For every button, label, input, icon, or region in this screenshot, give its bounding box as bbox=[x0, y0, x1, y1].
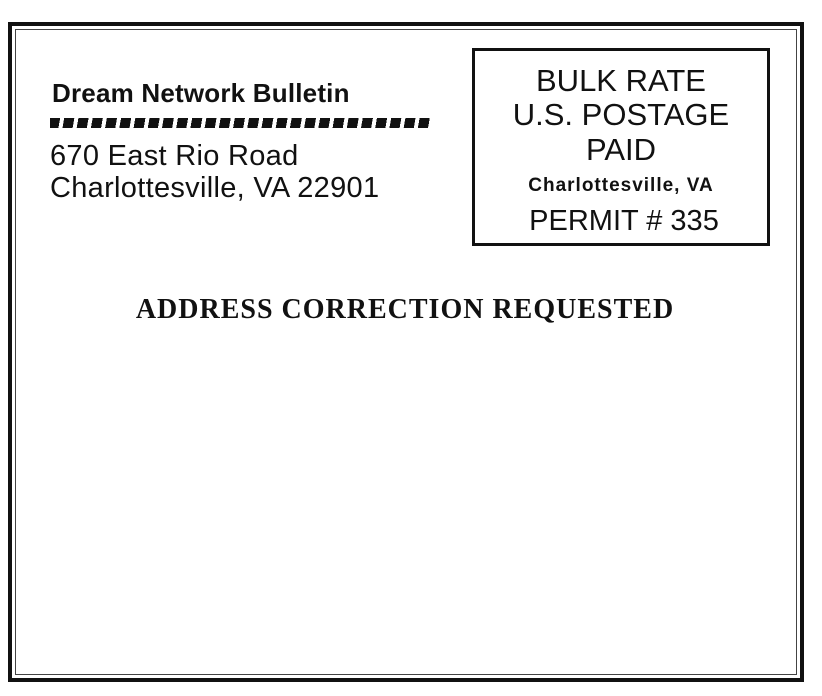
sender-street: 670 East Rio Road bbox=[50, 140, 299, 172]
indicia-permit-number: PERMIT # 335 bbox=[529, 205, 719, 237]
address-correction-notice: ADDRESS CORRECTION REQUESTED bbox=[135, 294, 675, 325]
decorative-dashed-rule bbox=[50, 118, 432, 128]
postage-indicia-box bbox=[472, 48, 770, 246]
sender-name: Dream Network Bulletin bbox=[52, 78, 350, 108]
sender-city-line: Charlottesville, VA 22901 bbox=[50, 172, 380, 204]
indicia-bulk-rate: BULK RATE bbox=[536, 63, 706, 98]
indicia-us-postage: U.S. POSTAGE bbox=[512, 97, 730, 132]
indicia-city: Charlottesville, VA bbox=[528, 175, 714, 196]
indicia-paid: PAID bbox=[585, 132, 657, 167]
